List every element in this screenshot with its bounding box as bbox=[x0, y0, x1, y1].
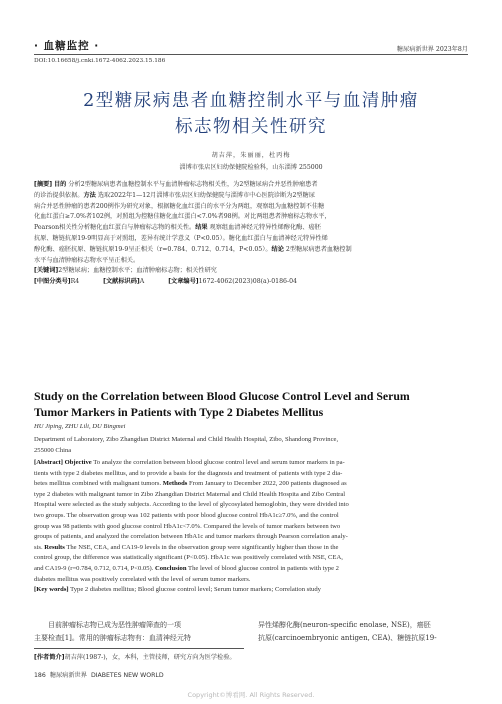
doi[interactable]: DOI:10.16658/j.cnki.1672-4062.2023.15.186 bbox=[34, 58, 166, 64]
abstract-cn-line: 2型糖尿病患者血糖控制 bbox=[283, 245, 352, 253]
abstract-en-line: tients with type 2 diabetes mellitus, and to provide a basis for the diagnosis and treatment of patients with type 2 dia- bbox=[34, 469, 343, 477]
abstract-en-line: sis. bbox=[34, 543, 43, 551]
abstract-en-results-label: Results bbox=[44, 543, 65, 551]
title-en bbox=[34, 388, 468, 420]
page-footer bbox=[34, 670, 164, 679]
abstract-cn-line: 选取2022年1—12月淄博市张店区妇幼保健院与淄博市中心医院诊断为2型糖尿 bbox=[95, 191, 315, 199]
body-line: 异性烯醇化酶(neuron-specific enolase, NSE)，癌胚 bbox=[258, 621, 431, 629]
abstract-en-line: Hospital were selected as the study subjects. According to the level of glycosylated hemoglobin, they were divided into bbox=[34, 501, 349, 509]
footer-journal-cn: 糖尿病新世界 bbox=[49, 672, 87, 679]
title-en-line-2: Tumor Markers in Patients with Type 2 Diabetes Mellitus bbox=[34, 405, 324, 419]
abstract-en-objective-label: Objective bbox=[64, 459, 92, 466]
affiliation-en-line: Department of Laboratory, Zibo Zhangdian District Maternal and Child Health Hospital, Zibo, Shandong Province, bbox=[34, 436, 339, 443]
class-number-label: [中图分类号] bbox=[34, 278, 71, 286]
abstract-en-line: From January to December 2022, 200 patients diagnosed as bbox=[188, 480, 347, 488]
body-right-column bbox=[258, 619, 468, 644]
abstract-cn bbox=[34, 180, 468, 288]
keywords-cn-label: [关键词] bbox=[34, 267, 59, 275]
body-left-column bbox=[34, 619, 244, 644]
authors-en: HU Jiping, ZHU Lili, DU Bingmei bbox=[34, 423, 126, 430]
keywords-en-label: [Key words] bbox=[34, 586, 69, 594]
doc-code-label: [文献标识码] bbox=[103, 278, 140, 286]
title-en-line-1: Study on the Correlation between Blood Glucose Control Level and Serum bbox=[34, 389, 410, 403]
class-number: R4 bbox=[70, 278, 80, 286]
abstract-en-line: diabetes mellitus was positively correlated with the level of serum tumor markers. bbox=[34, 575, 251, 583]
abstract-en-line: The NSE, CEA, and CA19-9 levels in the observation group were significantly higher than those in the bbox=[66, 543, 339, 551]
abstract-en-line: control group, the difference was statistically significant (P<0.05). HbA1c was positively correlated with NSE, CEA, bbox=[34, 554, 343, 562]
abstract-en-line: group was 98 patients with good glucose control HbA1c<7.0%. Compared the levels of tumor markers between two bbox=[34, 522, 341, 530]
body-line: 主要检查[1]。常用的肿瘤标志物有：血清神经元特 bbox=[34, 633, 191, 642]
abstract-cn-line: 水平与血清肿瘤标志物水平呈正相关。 bbox=[34, 256, 140, 264]
abstract-cn-line: 病合并恶性肿瘤的患者200例作为研究对象，根据糖化血红蛋白的水平分为两组，观察组为血糖控制不佳糖 bbox=[34, 202, 325, 210]
abstract-en-line: groups of patients, and analyzed the correlation between HbA1c and tumor markers through Pearson correlation analy- bbox=[34, 533, 348, 541]
body-line: 抗原(carcinoembryonic antigen, CEA)、糖链抗原19- bbox=[258, 633, 437, 642]
abstract-cn-line: Pearson相关性分析糖化血红蛋白与肿瘤标志物的相关性。 bbox=[34, 224, 196, 232]
keywords-cn: 2型糖尿病；血糖控制水平；血清肿瘤标志物；相关性研究 bbox=[58, 267, 217, 275]
article-number: 1672-4062(2023)08(a)-0186-04 bbox=[198, 278, 297, 286]
doc-code: A bbox=[139, 278, 145, 286]
abstract-en-line: type 2 diabetes with malignant tumor in Zibo Zhangdian District Maternal and Child Health Hospita and Zibo Central bbox=[34, 490, 346, 498]
column-label: · 血糖监控 · bbox=[34, 40, 100, 52]
copyright-watermark: Copyright©博看网. All Rights Reserved. bbox=[187, 691, 315, 699]
abstract-cn-line: 化血红蛋白≥7.0%者102例，对照组为控糖佳糖化血红蛋白<7.0%者98例。对比两组患者肿瘤标志物水平， bbox=[34, 213, 331, 221]
abstract-cn-line: 观察组血清神经元特异性烯醇化酶、癌胚 bbox=[207, 224, 321, 232]
title-cn-line-2: 标志物相关性研究 bbox=[175, 117, 327, 137]
body-line: 目前肿瘤标志物已成为恶性肿瘤筛查的一项 bbox=[48, 621, 181, 629]
affiliation-cn: 淄博市张店区妇幼保健院检验科，山东淄博 255000 bbox=[179, 164, 323, 171]
abstract-cn-methods-label: 方法 bbox=[83, 191, 96, 199]
footnote-text: 胡吉萍(1987-)，女，本科，主管技师，研究方向为医学检验。 bbox=[64, 654, 236, 661]
affiliation-en-line: 255000 China bbox=[34, 446, 72, 454]
abstract-en bbox=[34, 458, 468, 596]
abstract-en-conclusion-label: Conclusion bbox=[155, 564, 187, 572]
author-footnote bbox=[34, 652, 236, 661]
abstract-cn-line: 分析2型糖尿病患者血糖控制水平与血清肿瘤标志物相关性，为2型糖尿病合并恶性肿瘤患者 bbox=[66, 181, 318, 188]
abstract-en-line: To analyze the correlation between blood glucose control level and serum tumor markers in pa- bbox=[93, 459, 345, 466]
article-number-label: [文章编号] bbox=[168, 278, 199, 286]
abstract-cn-line: 抗原、糖链抗原19-9明显高于对照组，差异有统计学意义（P<0.05）。糖化血红蛋白与血清神经元特异性烯 bbox=[34, 234, 328, 242]
abstract-cn-line: 醇化酶、癌胚抗原、糖链抗原19-9呈正相关（r=0.784、0.712、0.714，P<0.05）。 bbox=[34, 245, 272, 253]
title-cn-line-1: 2型糖尿病患者血糖控制水平与血清肿瘤 bbox=[83, 91, 419, 111]
abstract-en-label: [Abstract] bbox=[34, 459, 63, 466]
abstract-cn-objective-label: 目的 bbox=[54, 181, 67, 188]
header-rule bbox=[34, 54, 468, 55]
abstract-cn-line: 的诊治提供依据。 bbox=[34, 191, 84, 199]
abstract-cn-conclusion-label: 结论 bbox=[271, 245, 284, 253]
affiliation-en bbox=[34, 435, 468, 456]
footnote-label: [作者简介] bbox=[34, 654, 65, 661]
abstract-en-methods-label: Methods bbox=[162, 480, 188, 488]
abstract-en-line: and CA19-9 (r=0.784, 0.712, 0.714, P<0.05). bbox=[34, 564, 154, 572]
keywords-en: Type 2 diabetes mellitus; Blood glucose control level; Serum tumor markers; Correlation study bbox=[70, 586, 321, 594]
abstract-en-line: betes mellitus combined with malignant tumors. bbox=[34, 480, 162, 488]
abstract-en-line: two groups. The observation group was 102 patients with poor blood glucose control HbA1c≥7.0%, and the control bbox=[34, 511, 339, 519]
footer-journal-en: DIABETES NEW WORLD bbox=[90, 672, 164, 679]
abstract-en-line: The level of blood glucose control in patients with type 2 bbox=[188, 564, 339, 572]
page-number: 186 bbox=[34, 672, 46, 679]
authors-cn: 胡吉萍，朱丽丽，杜丙梅 bbox=[211, 152, 291, 159]
abstract-cn-label: [摘要] bbox=[34, 181, 53, 188]
journal-issue: 糖尿病新世界 2023年8月 bbox=[396, 46, 468, 53]
footnote-rule bbox=[34, 648, 244, 649]
abstract-cn-results-label: 结果 bbox=[195, 224, 208, 232]
